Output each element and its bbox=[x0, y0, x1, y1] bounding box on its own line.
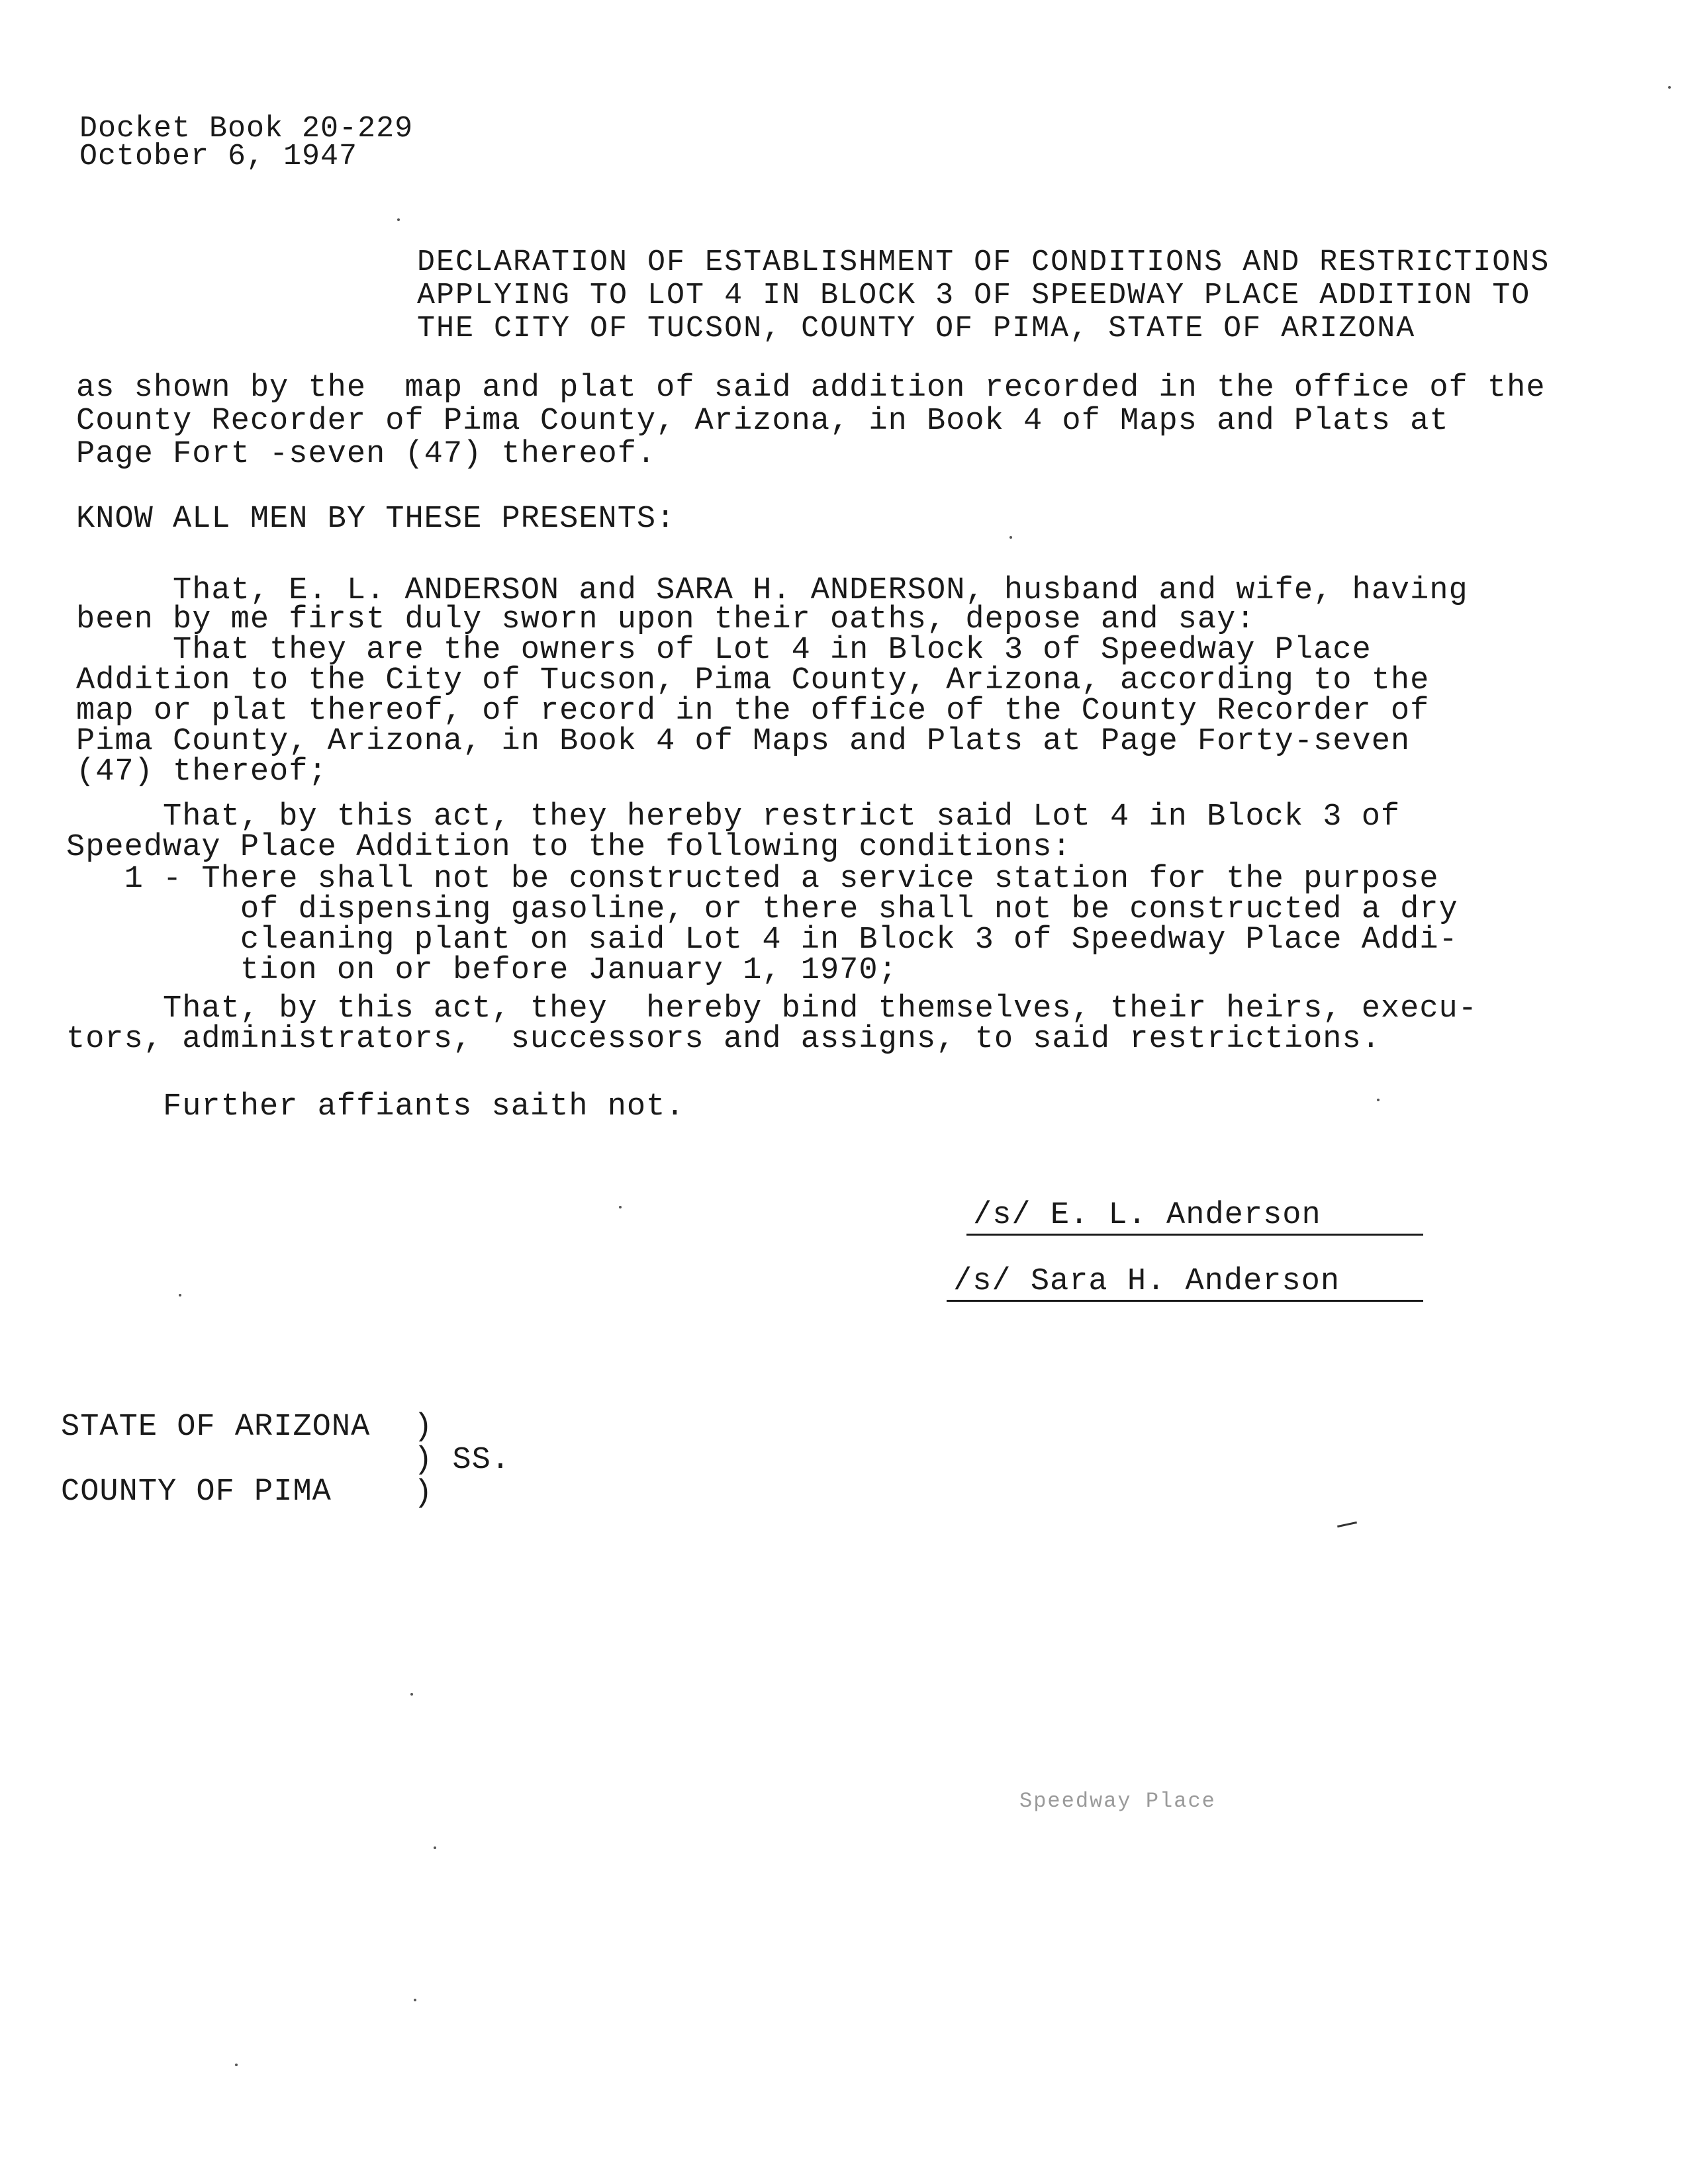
further-affiants-line: Further affiants saith not. bbox=[66, 1089, 685, 1124]
venue-paren-1: ) bbox=[414, 1410, 434, 1445]
venue-state: STATE OF ARIZONA bbox=[61, 1410, 371, 1445]
paragraph-2-line-5: (47) thereof; bbox=[76, 754, 328, 790]
scan-speck bbox=[397, 218, 400, 221]
condition-1-line-3: cleaning plant on said Lot 4 in Block 3 of Speedway Place Addi- bbox=[66, 923, 1458, 958]
intro-line-2: County Recorder of Pima County, Arizona, in Book 4 of Maps and Plats at bbox=[76, 404, 1449, 439]
paragraph-1-line-1: That, E. L. ANDERSON and SARA H. ANDERSON, husband and wife, having bbox=[76, 573, 1468, 608]
paragraph-1-line-2: been by me first duly sworn upon their oaths, depose and say: bbox=[76, 602, 1256, 637]
docket-date: October 6, 1947 bbox=[79, 140, 358, 173]
docket-reference: Docket Book 20-229 bbox=[79, 112, 414, 146]
condition-1-line-2: of dispensing gasoline, or there shall not be constructed a dry bbox=[66, 892, 1458, 927]
paragraph-2-line-1: That they are the owners of Lot 4 in Block 3 of Speedway Place bbox=[76, 633, 1372, 668]
scan-speck bbox=[434, 1846, 436, 1849]
scan-speck bbox=[414, 1999, 416, 2001]
paragraph-3-line-1: That, by this act, they hereby restrict said Lot 4 in Block 3 of bbox=[66, 799, 1401, 835]
scan-speck bbox=[1377, 1099, 1380, 1101]
intro-line-3: Page Fort -seven (47) thereof. bbox=[76, 437, 657, 472]
title-line-2: APPLYING TO LOT 4 IN BLOCK 3 OF SPEEDWAY PLACE ADDITION TO bbox=[417, 279, 1531, 312]
condition-1-line-1: 1 - There shall not be constructed a service station for the purpose bbox=[66, 862, 1439, 897]
venue-county: COUNTY OF PIMA bbox=[61, 1475, 332, 1510]
title-line-3: THE CITY OF TUCSON, COUNTY OF PIMA, STATE OF ARIZONA bbox=[417, 312, 1416, 345]
paragraph-4-line-2: tors, administrators, successors and assigns, to said restrictions. bbox=[66, 1022, 1381, 1057]
scan-speck bbox=[1668, 86, 1671, 89]
scan-speck bbox=[619, 1206, 622, 1208]
paragraph-3-line-2: Speedway Place Addition to the following conditions: bbox=[66, 830, 1072, 865]
paragraph-2-line-2: Addition to the City of Tucson, Pima County, Arizona, according to the bbox=[76, 663, 1430, 698]
condition-1-line-4: tion on or before January 1, 1970; bbox=[66, 953, 898, 988]
faint-footer-text: Speedway Place bbox=[1019, 1789, 1216, 1813]
scan-speck bbox=[179, 1294, 181, 1297]
title-line-1: DECLARATION OF ESTABLISHMENT OF CONDITIONS AND RESTRICTIONS bbox=[417, 246, 1550, 279]
scan-speck bbox=[410, 1693, 413, 1696]
signature-line-2 bbox=[947, 1300, 1423, 1302]
venue-paren-ss: ) SS. bbox=[414, 1443, 511, 1478]
paragraph-4-line-1: That, by this act, they hereby bind themselves, their heirs, execu- bbox=[66, 991, 1477, 1026]
signature-line-1 bbox=[966, 1234, 1423, 1236]
venue-paren-3: ) bbox=[414, 1476, 434, 1511]
scan-speck bbox=[235, 2064, 238, 2066]
know-all-men-heading: KNOW ALL MEN BY THESE PRESENTS: bbox=[76, 502, 676, 537]
paragraph-2-line-3: map or plat thereof, of record in the office of the County Recorder of bbox=[76, 694, 1430, 729]
intro-line-1: as shown by the map and plat of said addition recorded in the office of the bbox=[76, 371, 1546, 406]
scan-mark bbox=[1337, 1522, 1357, 1527]
scan-speck bbox=[1009, 536, 1012, 539]
paragraph-2-line-4: Pima County, Arizona, in Book 4 of Maps and Plats at Page Forty-seven bbox=[76, 724, 1411, 759]
signature-e-l-anderson: /s/ E. L. Anderson bbox=[973, 1198, 1321, 1233]
signature-sara-h-anderson: /s/ Sara H. Anderson bbox=[953, 1264, 1340, 1299]
